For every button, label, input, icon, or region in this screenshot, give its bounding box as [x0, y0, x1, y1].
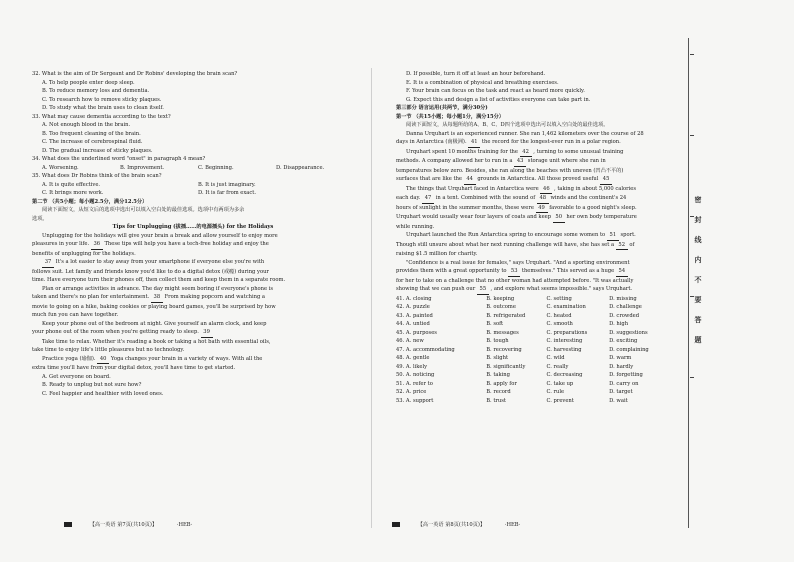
cloze-line-2 — [396, 138, 670, 148]
cloze-line-6 — [396, 175, 670, 185]
paragraph-3-line3: movie to going on a hike, baking cookies or playing board games, you'll be surprised by how — [32, 303, 276, 310]
cloze-line-7 — [396, 185, 670, 195]
blank-55[interactable]: 55 — [477, 285, 489, 295]
word-bank-option[interactable]: B. slight — [486, 355, 509, 361]
blank-52[interactable]: 52 — [616, 241, 628, 251]
q35-stem: 35. What does Dr Robins think of the brain scan? — [32, 173, 162, 179]
blank-49[interactable]: 49 — [536, 204, 548, 214]
cloze-line-10 — [396, 213, 670, 223]
word-bank-option[interactable]: B. outcome — [486, 304, 516, 310]
notice-char: 题 — [694, 335, 702, 344]
word-bank-option[interactable]: D. missing — [609, 295, 637, 302]
text: provides them with a great opportunity to — [396, 268, 507, 274]
word-bank-option[interactable]: B. refrigerated — [486, 312, 526, 319]
paragraph-5: Take time to relax. Whether it's reading a book or taking a hot bath with essential oils, — [42, 338, 271, 345]
text: Urquhart launched the Run Antarctica spring to encourage some women to — [406, 232, 606, 238]
cloze-line-17: for her to take on a challenge that no other woman had attempted before. "It was actually — [396, 277, 634, 284]
text: days in Antarctica (南极洲). — [396, 139, 467, 145]
paper-code-right: ·HEB· — [504, 522, 521, 528]
word-bank-option[interactable]: B. tough — [486, 338, 509, 344]
word-bank-option[interactable]: B. apply for — [486, 380, 517, 387]
blank-39[interactable]: 39 — [201, 328, 213, 338]
word-bank-row — [396, 371, 670, 380]
word-bank-option[interactable]: B. taking — [486, 372, 510, 378]
word-bank-row — [396, 380, 670, 389]
cloze-line-13 — [396, 241, 670, 251]
text: , and explore what seems impossible." says Urquhart. — [490, 286, 633, 292]
paragraph-2-line2: follows suit. Let family and friends know you'd like to do a digital detox (戒瘾) during your — [32, 268, 269, 275]
cloze-line-14: raising $1.5 million for charity. — [396, 251, 478, 257]
q32-option-b: B. To reduce memory loss and dementia. — [42, 88, 150, 94]
cloze-line-3 — [396, 148, 670, 158]
cloze-line-11: while running. — [396, 223, 435, 230]
paragraph-4-line2 — [32, 328, 354, 338]
word-bank-option[interactable]: D. carry on — [609, 380, 639, 387]
paragraph-6 — [32, 355, 354, 365]
word-bank-option[interactable]: 42. A. puzzle — [396, 304, 430, 310]
q33-option-c: C. The increase of cerebrospinal fluid. — [42, 139, 143, 145]
word-bank-option[interactable]: C. take up — [546, 380, 574, 387]
word-bank-option[interactable]: C. rule — [546, 389, 565, 395]
blank-45[interactable]: 45 — [600, 175, 612, 185]
cloze-line-8 — [396, 194, 670, 204]
q34-option-c: C. Beginning. — [198, 164, 234, 171]
word-bank-option[interactable]: D. suggestions — [609, 329, 648, 336]
word-bank-option[interactable]: D. crowded — [609, 312, 640, 319]
word-bank-option[interactable]: D. challenge — [609, 304, 642, 310]
notice-char: 线 — [694, 235, 702, 244]
text: in a tent. Combined with the sound of — [435, 195, 536, 201]
q34-options — [32, 164, 354, 173]
text: favorable to a good night's sleep. — [549, 204, 637, 211]
blank-53[interactable]: 53 — [508, 267, 520, 277]
word-bank-option[interactable]: 52. A. price — [396, 389, 427, 395]
word-bank-option[interactable]: B. soft — [486, 321, 504, 327]
page-label-right: 【高一英语 第8页(共10页)】 — [417, 522, 486, 528]
paragraph-1-line2 — [32, 240, 354, 250]
text: , turning to some unusual training — [533, 148, 624, 155]
word-bank-option[interactable]: C. smooth — [546, 321, 573, 327]
q33-stem: 33. What may cause dementia according to the text? — [32, 113, 171, 120]
blank-41[interactable]: 41 — [468, 138, 480, 148]
word-bank-option[interactable]: C. examination — [546, 304, 586, 310]
word-bank-option[interactable]: C. heated — [546, 312, 572, 319]
notice-char: 密 — [694, 195, 702, 204]
q34-option-b: B. Improvement. — [120, 164, 165, 171]
paragraph-3: Plan or arrange activities in advance. The day might seem boring if everyone's phone is — [42, 285, 274, 292]
cloze-line-18 — [396, 285, 670, 295]
word-bank-option[interactable]: 43. A. painted — [396, 312, 433, 319]
text: These tips will help you have a tech-free holiday and enjoy the — [104, 241, 269, 247]
cloze-line-5: temperatures below zero. Besides, she ran along the beaches with uneven (凹凸不平的) — [396, 167, 624, 174]
paragraph-6-line2: extra time you'll have from your digital detox, you'll have time to get started. — [32, 365, 236, 371]
q32-option-a: A. To help people enter deep sleep. — [42, 79, 135, 86]
column-divider — [371, 68, 372, 528]
text: each day. — [396, 195, 421, 201]
word-bank-option[interactable]: C. harvesting — [546, 346, 582, 353]
q34-option-d: D. Disappearance. — [276, 164, 325, 171]
word-bank-option[interactable]: D. forgetting — [609, 372, 643, 378]
text: hours of sunlight in the summer months, these were — [396, 204, 534, 211]
notice-char: 封 — [694, 215, 702, 224]
word-bank-option[interactable]: C. prevent — [546, 397, 574, 404]
option-f: F. Your brain can focus on the task and react as heard more quickly. — [406, 88, 585, 94]
word-bank-option[interactable]: D. target — [609, 389, 633, 395]
barcode-mark-icon — [64, 522, 72, 527]
part3-header: 第三部分 语言运用(共两节，满分30分) — [396, 105, 488, 111]
tick-mark — [690, 377, 694, 378]
q33-option-a: A. Not enough blood in the brain. — [42, 122, 131, 128]
section1-instruction: 阅读下面短文，从每题所给的A、B、C、D四个选项中选出可以填入空白处的最佳选项。 — [406, 122, 609, 128]
text: sport. — [620, 232, 636, 238]
word-bank-option[interactable]: 47. A. accommodating — [396, 346, 455, 353]
word-bank-option[interactable]: 44. A. untied — [396, 321, 430, 327]
notice-char: 要 — [694, 295, 702, 304]
word-bank-row — [396, 329, 670, 338]
text: showing that we can push our — [396, 286, 476, 292]
word-bank-option[interactable]: 50. A. noticing — [396, 372, 435, 378]
word-bank-option[interactable]: D. wait — [609, 397, 628, 404]
notice-char: 不 — [694, 275, 702, 284]
q32-option-d: D. To study what the brain uses to clean itself. — [42, 105, 164, 111]
word-bank-row — [396, 320, 670, 329]
word-bank-option[interactable]: B. recovering — [486, 346, 522, 353]
footer-left — [64, 521, 192, 528]
word-bank-row — [396, 388, 670, 397]
blank-54[interactable]: 54 — [616, 267, 628, 277]
text: grounds in Antarctica. All those proved useful — [477, 176, 599, 182]
q34-option-a: A. Worsening. — [42, 164, 79, 171]
text: Urquhart spent 10 months training for the — [406, 148, 518, 155]
paragraph-1-line3: benefits of unplugging for the holidays. — [32, 250, 136, 257]
section2-instruction: 阅读下面短文，从短文后的选项中选出可以填入空白处的最佳选项。选项中有两项为多余 — [42, 207, 245, 213]
option-d: D. If possible, turn it off at least an hour beforehand. — [406, 71, 546, 77]
word-bank-option[interactable]: D. high — [609, 321, 629, 327]
word-bank-option[interactable]: D. warm — [609, 355, 632, 361]
tick-mark — [690, 135, 694, 136]
blank-37[interactable]: 37 — [42, 258, 54, 268]
paragraph-2 — [32, 258, 354, 268]
text: your phone out of the room when you're getting ready to sleep. — [32, 329, 199, 335]
barcode-mark-icon — [392, 522, 400, 527]
word-bank-row — [396, 397, 670, 406]
word-bank-row — [396, 346, 670, 355]
word-bank-option[interactable]: C. wild — [546, 355, 565, 361]
text: Practice yoga (瑜伽). — [42, 355, 96, 362]
text: From making popcorn and watching a — [164, 294, 266, 300]
sealing-line-notice — [691, 190, 705, 350]
text: The things that Urquhart faced in Antarctica were — [406, 185, 539, 192]
paragraph-3-line2 — [32, 293, 354, 303]
word-bank-row — [396, 312, 670, 321]
word-bank-option[interactable]: 49. A. likely — [396, 363, 428, 370]
paragraph-2-line3: time. Have everyone turn their phones off, then collect them and keep them in a separate room. — [32, 277, 286, 283]
q35-option-b: B. It is just imaginary. — [198, 181, 256, 188]
word-bank-option[interactable]: 46. A. new — [396, 338, 424, 344]
paragraph-3-line4: much fun you can have together. — [32, 312, 119, 318]
word-bank-option[interactable]: D. hardly — [609, 363, 634, 370]
cloze-line-16 — [396, 267, 670, 277]
option-a: A. Get everyone on board. — [42, 373, 111, 380]
blank-48[interactable]: 48 — [537, 194, 549, 204]
word-bank-option[interactable]: C. preparations — [546, 329, 588, 336]
word-bank-option[interactable]: 41. A. closing — [396, 295, 432, 302]
word-bank-option[interactable]: B. messages — [486, 329, 519, 336]
q34-stem: 34. What does the underlined word "onset" in paragraph 4 mean? — [32, 156, 206, 162]
word-bank-row — [396, 363, 670, 372]
text: of — [629, 241, 635, 248]
word-bank-option[interactable]: C. really — [546, 363, 569, 370]
word-bank-option[interactable]: 45. A. purposes — [396, 329, 437, 336]
text: , taking in about 5,000 calories — [554, 185, 637, 192]
blank-36[interactable]: 36 — [91, 240, 103, 250]
text: storage unit where she ran in — [527, 158, 606, 164]
option-e: E. It is a combination of physical and breathing exercises. — [406, 79, 559, 86]
text: themselves." This served as a huge — [521, 268, 615, 274]
text: Though still unsure about what her next running challenge will have, she has set a — [396, 241, 615, 248]
word-bank-option[interactable]: 51. A. refer to — [396, 380, 433, 387]
blank-40[interactable]: 40 — [97, 355, 109, 365]
paragraph-4: Keep your phone out of the bedroom at night. Give yourself an alarm clock, and keep — [42, 320, 267, 327]
text: It's a lot easier to stay away from your smartphone if everyone else you're with — [55, 259, 265, 265]
word-bank-option[interactable]: 53. A. support — [396, 397, 434, 404]
blank-38[interactable]: 38 — [151, 293, 163, 303]
binding-line — [688, 38, 689, 528]
text: winds and the continent's 24 — [550, 195, 627, 201]
cloze-line-4 — [396, 157, 670, 167]
section2-header: 第二节 （共5小题；每小题2.5分，满分12.5分） — [32, 198, 148, 205]
q32-stem: 32. What is the aim of Dr Sergeant and Dr Robins' developing the brain scan? — [32, 71, 238, 77]
word-bank-row — [396, 337, 670, 346]
word-bank-row — [396, 303, 670, 312]
cloze-line-9 — [396, 204, 670, 214]
left-column — [32, 70, 354, 398]
word-bank-option[interactable]: B. trust — [486, 397, 506, 404]
q33-option-d: D. The gradual increase of sticky plaques. — [42, 147, 153, 154]
word-bank-option[interactable]: C. setting — [546, 295, 572, 302]
cloze-line-15: "Confidence is a real issue for females," says Urquhart. "And a sporting environment — [406, 259, 630, 266]
paper-code-left: ·HEB· — [176, 522, 193, 528]
footer-right — [392, 521, 520, 528]
blank-44[interactable]: 44 — [464, 175, 476, 185]
text: pleasures in your life. — [32, 241, 90, 247]
text: Yoga changes your brain in a variety of ways. With all the — [110, 355, 263, 362]
text: taken and there's no plan for entertainment. — [32, 294, 150, 300]
q35-options — [32, 181, 354, 198]
word-bank-option[interactable]: D. complaining — [609, 346, 649, 353]
text: the record for the longest-ever run in a polar region. — [481, 139, 621, 145]
blank-50[interactable]: 50 — [553, 213, 565, 223]
word-bank-option[interactable]: B. keeping — [486, 295, 515, 302]
section1-header: 第一节 （共15小题；每小题1分，满分15分） — [396, 113, 505, 120]
q32-option-c: C. To research how to remove sticky plaques. — [42, 96, 162, 103]
option-b: B. Ready to unplug but not sure how? — [42, 382, 142, 388]
notice-char: 答 — [694, 315, 702, 324]
word-bank-row — [396, 295, 670, 304]
text: methods. A company allowed her to run in a — [396, 158, 513, 164]
text: surfaces that are like the — [396, 176, 463, 182]
cloze-line-1: Danna Urquhart is an experienced runner. She ran 1,462 kilometers over the course of 28 — [406, 130, 644, 137]
q35-option-c: C. It brings more work. — [42, 190, 104, 196]
blank-43[interactable]: 43 — [514, 157, 526, 167]
option-g: G. Expect this and design a list of activities everyone can take part in. — [406, 96, 591, 103]
word-bank-row — [396, 354, 670, 363]
paragraph-1: Unplugging for the holidays will give your brain a break and allow yourself to enjoy more — [42, 232, 278, 239]
blank-51[interactable]: 51 — [607, 231, 619, 241]
word-bank-option[interactable]: C. decreasing — [546, 372, 583, 378]
word-bank-option[interactable]: B. record — [486, 389, 511, 395]
word-bank-option[interactable]: 48. A. gentle — [396, 355, 430, 361]
word-bank-option[interactable]: C. interesting — [546, 338, 583, 344]
tick-mark — [690, 54, 694, 55]
cloze-line-12 — [396, 231, 670, 241]
q33-option-b: B. Too frequent cleaning of the brain. — [42, 130, 141, 137]
section2-instruction-cont: 选项。 — [32, 215, 48, 222]
notice-char: 内 — [694, 255, 702, 264]
page-label-left: 【高一英语 第7页(共10页)】 — [89, 522, 158, 528]
word-bank-option[interactable]: D. exciting — [609, 338, 638, 344]
q35-option-a: A. It is quite effective. — [42, 181, 101, 188]
text: her own body temperature — [566, 214, 637, 220]
word-bank-option[interactable]: B. significantly — [486, 363, 526, 370]
word-bank-table — [396, 295, 670, 406]
option-c: C. Feel happier and healthier with loved ones. — [42, 390, 164, 397]
blank-47[interactable]: 47 — [422, 194, 434, 204]
right-column — [396, 70, 670, 405]
text: Urquhart would usually wear four layers of coats and keep — [396, 214, 552, 220]
blank-46[interactable]: 46 — [540, 185, 552, 195]
blank-42[interactable]: 42 — [520, 148, 532, 158]
paragraph-5-line2: take time to enjoy life's little pleasures but no technology. — [32, 347, 185, 353]
passage-title: Tips for Unplugging (拔插……的电源插头) for the Holidays — [112, 224, 274, 230]
q35-option-d: D. It is far from exact. — [198, 190, 256, 196]
